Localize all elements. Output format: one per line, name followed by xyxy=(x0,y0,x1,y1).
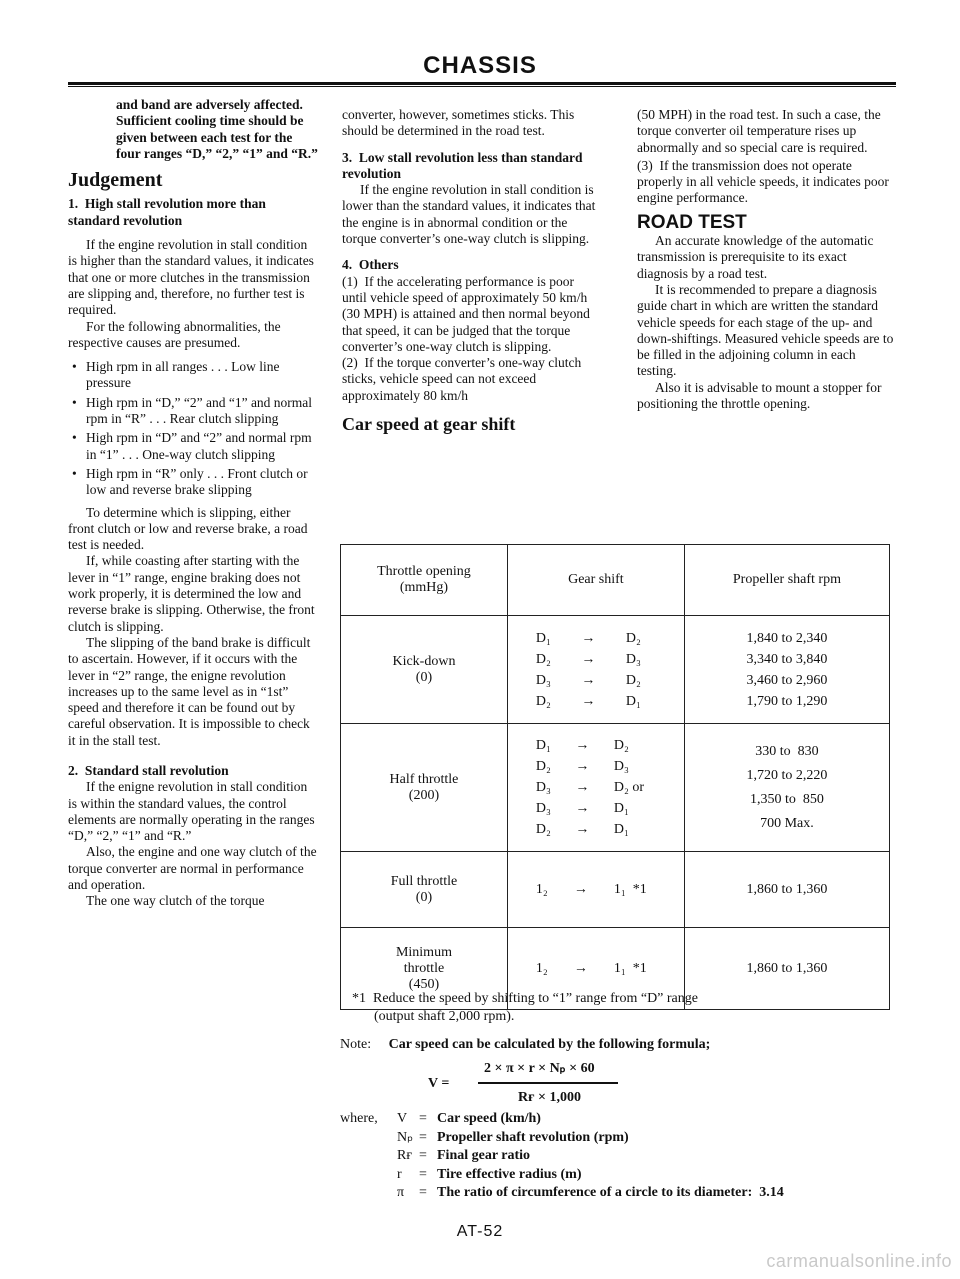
determine-paragraph: To determine which is slipping, either front clutch or low and reverse brake, a road test is needed. xyxy=(68,504,308,553)
list-item: • High rpm in all ranges . . . Low line pressure xyxy=(72,359,280,391)
list-item: Rғ = Final gear ratio xyxy=(397,1148,531,1163)
page-header-title: CHASSIS xyxy=(423,52,537,79)
footnote-line-1: *1 Reduce the speed by shifting to “1” range from “D” range xyxy=(352,991,698,1006)
page-number: AT-52 xyxy=(456,1223,504,1240)
throttle-cell: Minimum throttle (450) xyxy=(341,928,508,1010)
mph-continued-paragraph: (50 MPH) in the road test. In such a case, the torque converter oil temperature rises up abnormally and so special care is required. xyxy=(637,107,881,155)
table-row xyxy=(341,616,890,724)
road-test-paragraph-1: An accurate knowledge of the automatic transmission is prerequisite to its exact diagnosis by a road test. xyxy=(637,233,874,281)
throttle-cell: Full throttle (0) xyxy=(341,852,508,928)
section-1-paragraph: If the engine revolution in stall condition is higher than the standard values, it indicates that one or more clutches in the transmission are slipping and, therefore, no further test is required. xyxy=(68,237,314,318)
formula-fraction-bar xyxy=(478,1082,618,1084)
bullet-text: High rpm in all ranges . . . Low line pressure xyxy=(86,359,280,391)
road-test-heading: ROAD TEST xyxy=(637,211,747,233)
converter-sticks-paragraph: converter, however, sometimes sticks. This should be determined in the road test. xyxy=(342,107,575,139)
section-1-title: 1. High stall revolution more than standard revolution xyxy=(68,196,266,228)
section-4-item-2: (2) If the torque converter’s one-way clutch sticks, vehicle speed can not exceed approximately 80 km/h xyxy=(342,355,582,403)
section-4-title: 4. Others xyxy=(342,257,399,273)
road-test-paragraph-3: Also it is advisable to mount a stopper for positioning the throttle opening. xyxy=(637,379,882,412)
column-middle xyxy=(342,107,600,435)
section-3-paragraph: If the engine revolution in stall condition is lower than the standard values, it indicates that the engine is in abnormal condition or the torque converter’s one-way clutch is slipping. xyxy=(342,182,596,247)
list-item: Nₚ = Propeller shaft revolution (rpm) xyxy=(397,1129,629,1145)
bullet-text: High rpm in “D,” “2” and “1” and normal rpm in “R” . . . Rear clutch slipping xyxy=(86,394,313,427)
road-test-paragraph-2: It is recommended to prepare a diagnosis guide chart in which are written the standard vehicle speeds for each stage of the up- and down-shiftings. Measured vehicle speeds are to be filled in the adjoining column in each testing. xyxy=(637,281,894,379)
coasting-paragraph: If, while coasting after starting with the lever in “1” range, engine braking does not work properly, it is determined the low and reverse brake is slipping. Otherwise, the front clutch is slipping. xyxy=(68,553,315,634)
list-item: V = Car speed (km/h) xyxy=(397,1111,541,1126)
table-header-row xyxy=(341,545,890,616)
list-item: r = Tire effective radius (m) xyxy=(397,1166,582,1182)
note-text: Car speed can be calculated by the following formula; xyxy=(388,1037,711,1052)
header-rule-thin xyxy=(68,86,896,87)
footnote-line-2: (output shaft 2,000 rpm). xyxy=(374,1009,515,1024)
where-label: where, xyxy=(340,1111,378,1126)
band-brake-paragraph: The slipping of the band brake is difficult to ascertain. However, if it occurs with the lever in “2” range, the enigne revolution increases up to the same level as in “1st” speed and therefore it can be found out by careful observation. It is impossible to check it in the stall test. xyxy=(68,634,311,748)
list-item: • High rpm in “R” only . . . Front clutch or low and reverse brake slipping xyxy=(72,465,308,498)
table-row xyxy=(341,724,890,852)
note-block xyxy=(340,1036,890,1054)
engine-performance-paragraph: (3) If the transmission does not operate properly in all vehicle speeds, it indicates poor engine performance. xyxy=(637,157,889,206)
intro-continued-paragraph: and band are adversely affected. Sufficient cooling time should be given between each test for the four ranges “D,” “2,” “1” and “R.” xyxy=(116,97,318,161)
throttle-cell: Half throttle (200) xyxy=(341,724,508,852)
formula-lhs: V = xyxy=(428,1076,450,1091)
list-item: π = The ratio of circumference of a circle to its diameter: 3.14 xyxy=(397,1185,784,1200)
table-footnote xyxy=(352,990,892,1026)
header-propeller-shaft-rpm: Propeller shaft rpm xyxy=(684,545,889,616)
header-rule-thick xyxy=(68,82,896,85)
rpm-cell: 1,840 to 2,340 3,340 to 3,840 3,460 to 2,960 1,790 to 1,290 xyxy=(684,616,889,724)
bullet-text: High rpm in “D” and “2” and normal rpm in “1” . . . One-way clutch slipping xyxy=(86,430,312,462)
note-label: Note: xyxy=(340,1037,372,1052)
gear-shift-cell: D₁ → D₂ D₂ → D₃ D₃ → D₂ D₂ → D₁ xyxy=(507,616,684,724)
header-throttle-opening: Throttle opening (mmHg) xyxy=(341,545,508,616)
header-gear-shift: Gear shift xyxy=(507,545,684,616)
rpm-cell: 330 to 830 1,720 to 2,220 1,350 to 850 700 Max. xyxy=(684,724,889,852)
gear-shift-cell: 1₂ → 1₁ *1 xyxy=(507,852,684,928)
definitions-list xyxy=(397,1110,897,1203)
gear-shift-table xyxy=(340,544,890,1010)
torque-converter-paragraph: The one way clutch of the torque xyxy=(86,893,265,909)
gear-shift-cell: D₁ → D₂ D₂ → D₃ D₃ → D₂ or D₃ → D₁ D₂ → D₁ xyxy=(507,724,684,852)
watermark: carmanualsonline.info xyxy=(766,1251,952,1271)
rpm-cell: 1,860 to 1,360 xyxy=(684,928,889,1010)
section-1-abnormalities: For the following abnormalities, the respective causes are presumed. xyxy=(68,318,281,350)
rpm-cell: 1,860 to 1,360 xyxy=(684,852,889,928)
section-2-paragraph: If the enigne revolution in stall condition is within the standard values, the control elements are normally operating in the ranges “D,” “2,” “1” and “R.” xyxy=(68,779,315,844)
bullet-list xyxy=(68,359,318,498)
formula-numerator: 2 × π × r × Nₚ × 60 xyxy=(484,1061,595,1076)
throttle-cell: Kick-down (0) xyxy=(341,616,508,724)
judgement-heading: Judgement xyxy=(68,169,163,192)
column-left xyxy=(68,97,318,910)
gear-shift-cell: 1₂ → 1₁ *1 xyxy=(507,928,684,1010)
car-speed-heading: Car speed at gear shift xyxy=(342,414,516,435)
section-2-title: 2. Standard stall revolution xyxy=(68,762,229,778)
section-3-title: 3. Low stall revolution less than standard revolution xyxy=(342,149,583,181)
list-item: • High rpm in “D” and “2” and normal rpm in “1” . . . One-way clutch slipping xyxy=(72,430,312,462)
column-right xyxy=(637,107,895,412)
table-row xyxy=(341,852,890,928)
section-4-item-1: (1) If the accelerating performance is poor until vehicle speed of approximately 50 km/h (30 MPH) is attained and then normal beyond that speed, it can be judged that the torque converter’s one-way clutch is slipping. xyxy=(342,273,590,354)
bullet-text: High rpm in “R” only . . . Front clutch or low and reverse brake slipping xyxy=(86,465,308,498)
one-way-clutch-paragraph: Also, the engine and one way clutch of the torque converter are normal in performance and operation. xyxy=(68,844,317,893)
formula-denominator: Rғ × 1,000 xyxy=(518,1090,581,1105)
list-item: • High rpm in “D,” “2” and “1” and normal rpm in “R” . . . Rear clutch slipping xyxy=(72,394,313,427)
